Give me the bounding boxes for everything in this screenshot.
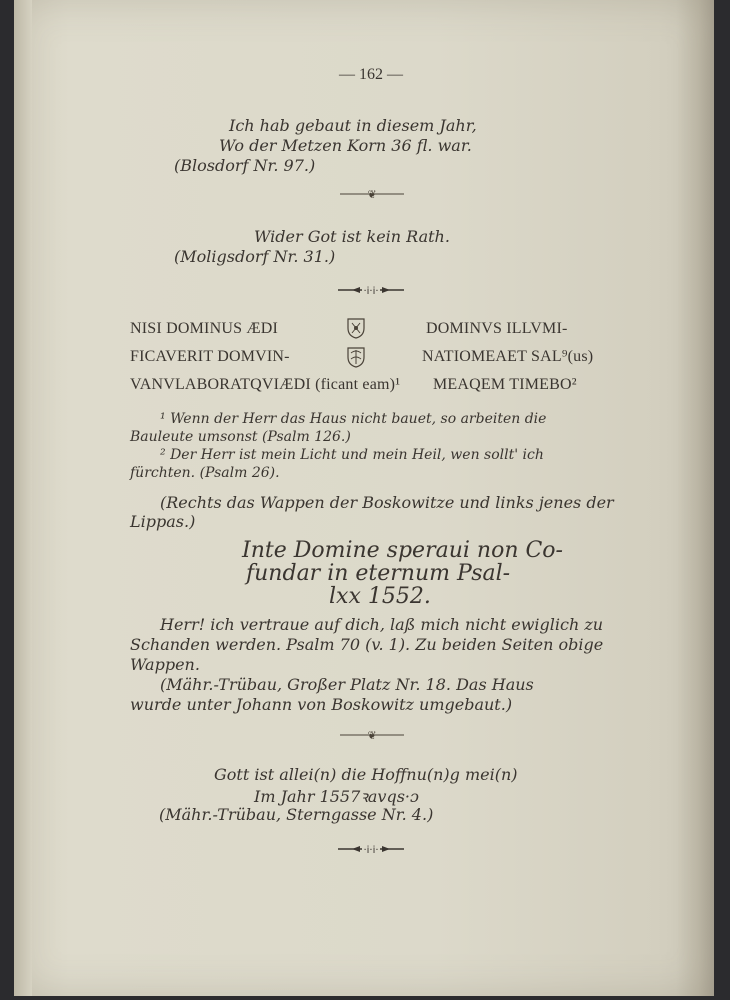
inscription-right-line: DOMINVS ILLVMI- [426, 320, 568, 337]
svg-text:❦: ❦ [367, 729, 377, 741]
source-reference: (Moligsdorf Nr. 31.) [174, 247, 336, 266]
verse-line: Wo der Metzen Korn 36 fl. war. [219, 136, 472, 155]
verse-line: Im Jahr 1557ꝛavqs·ɔ [254, 787, 419, 806]
verse-line: Ich hab gebaut in diesem Jahr, [229, 116, 477, 135]
svg-text:❦: ❦ [367, 188, 377, 200]
footnote-line: Bauleute umsonst (Psalm 126.) [130, 429, 351, 445]
paragraph-line: Schanden werden. Psalm 70 (v. 1). Zu beiden Seiten obige [130, 635, 604, 654]
svg-text:·i·i·: ·i·i· [363, 845, 379, 855]
note-line: Lippas.) [130, 512, 196, 531]
page-number: — 162 — [339, 66, 403, 83]
inscription-left-line: VANVLABORATQVIÆDI (ficant eam)¹ [130, 376, 401, 393]
inscription-right-line: MEAQEM TIMEBO² [433, 376, 577, 393]
footnote-line: ¹ Wenn der Herr das Haus nicht bauet, so arbeiten die [160, 411, 547, 427]
page-spine [14, 0, 32, 996]
paragraph-line: wurde unter Johann von Boskowitz umgebaut.) [130, 695, 513, 714]
section-divider [340, 188, 404, 200]
inscription-right-line: NATIOMEAET SAL⁹(us) [422, 348, 594, 365]
verse-line: Gott ist allei(n) die Hoffnu(n)g mei(n) [214, 765, 518, 784]
ornament-divider [338, 284, 404, 296]
source-reference: (Blosdorf Nr. 97.) [174, 156, 316, 175]
latin-inscription-line: fundar in eternum Psal- [246, 561, 511, 586]
paragraph-line: Herr! ich vertraue auf dich, laß mich nicht ewiglich zu [160, 615, 604, 634]
coat-of-arms-lippa-icon [344, 345, 368, 369]
paragraph-line: Wappen. [130, 655, 200, 674]
inscription-left-line: FICAVERIT DOMVIN- [130, 348, 290, 365]
section-divider [340, 729, 404, 741]
footnote-line: fürchten. (Psalm 26). [130, 465, 280, 481]
latin-inscription-line: lxx 1552. [329, 584, 431, 609]
svg-text:·i·i·: ·i·i· [363, 286, 379, 296]
coat-of-arms-boskowitz-icon [344, 316, 368, 340]
ornament-divider [338, 843, 404, 855]
inscription-left-line: NISI DOMINUS ÆDI [130, 320, 279, 337]
book-page [14, 0, 714, 996]
footnote-line: ² Der Herr ist mein Licht und mein Heil, wen sollt' ich [160, 447, 544, 463]
verse-line: Wider Got ist kein Rath. [254, 227, 450, 246]
page-edge-shadow [676, 0, 714, 996]
note-line: (Rechts das Wappen der Boskowitze und links jenes der [160, 493, 614, 512]
paragraph-line: (Mähr.-Trübau, Großer Platz Nr. 18. Das Haus [160, 675, 534, 694]
source-reference: (Mähr.-Trübau, Sterngasse Nr. 4.) [159, 805, 434, 824]
latin-inscription-line: Inte Domine speraui non Co- [242, 538, 563, 563]
